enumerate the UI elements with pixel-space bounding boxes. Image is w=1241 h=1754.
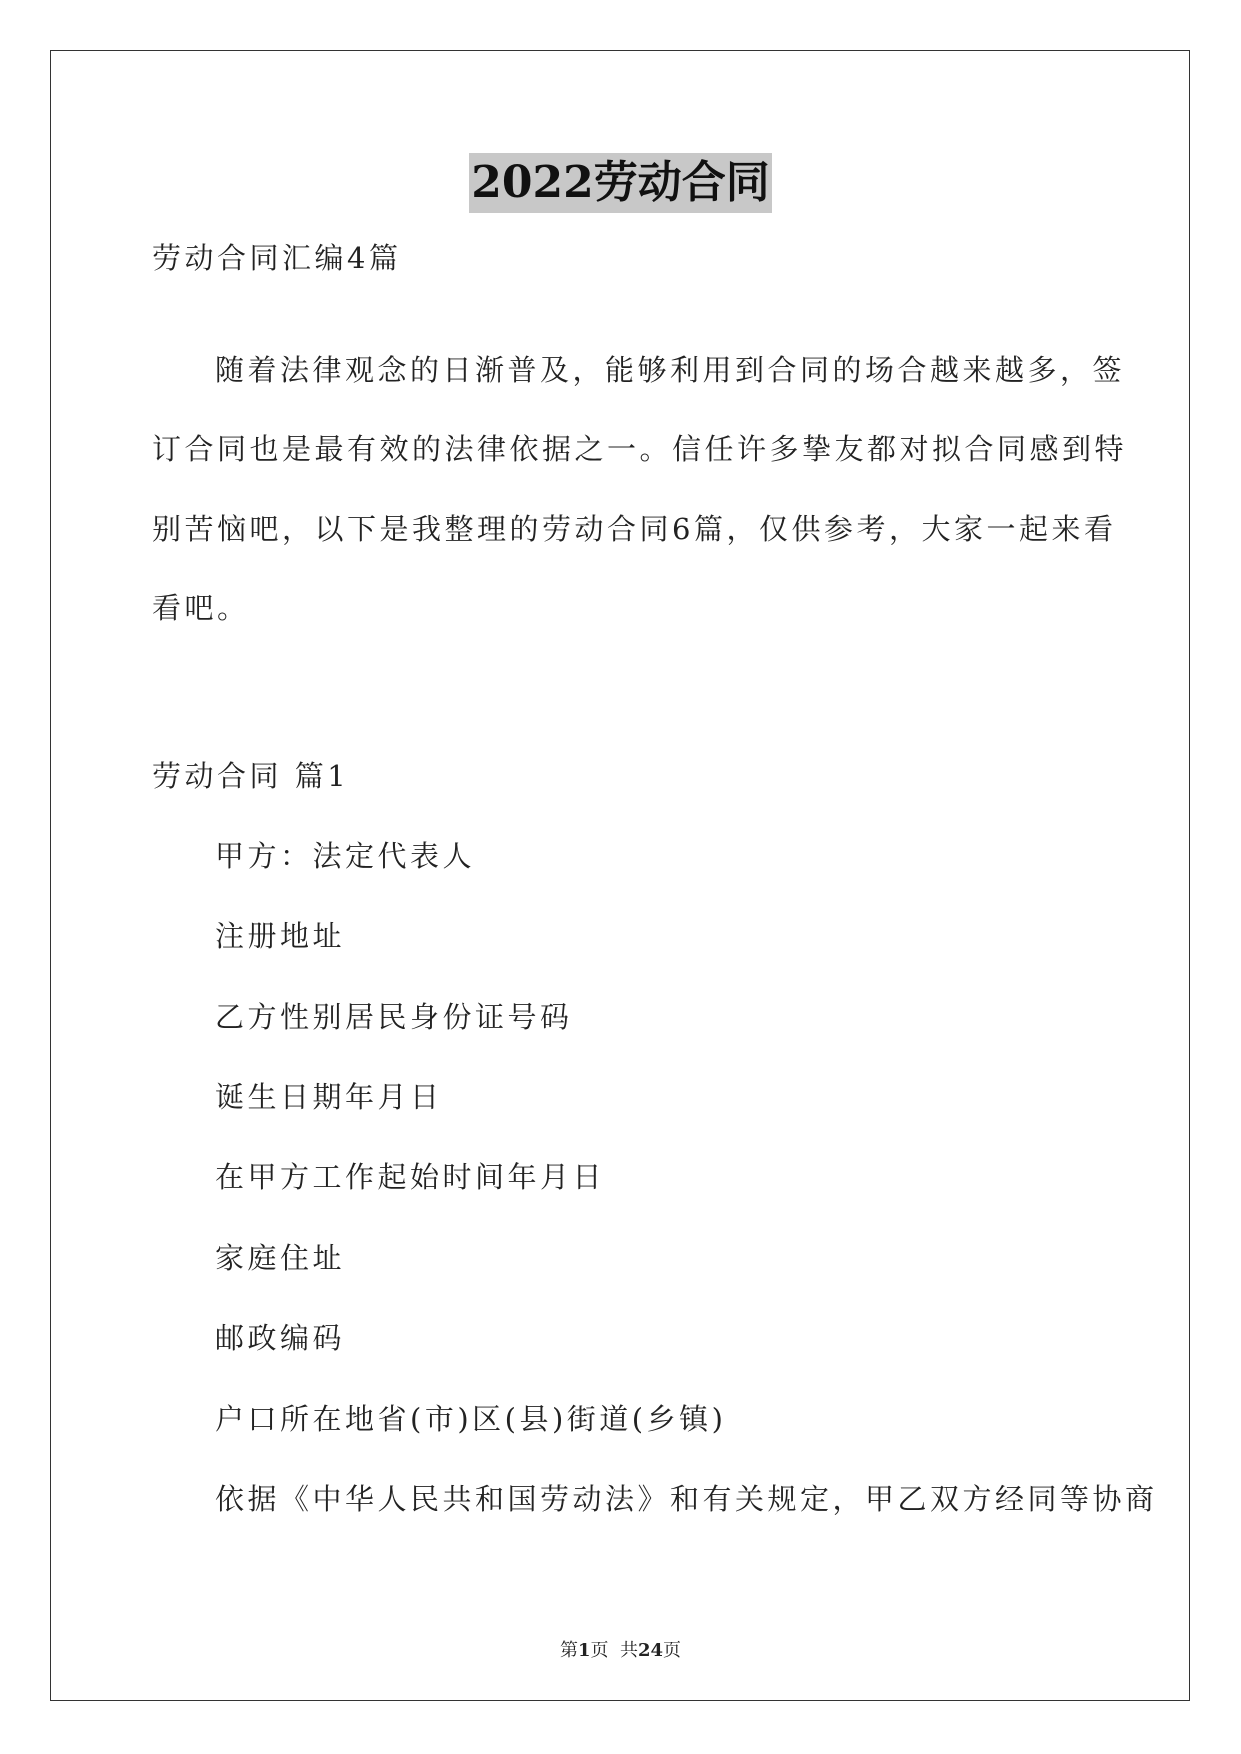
document-subtitle: 劳动合同汇编4篇 (152, 241, 402, 275)
footer-mid: 页 共 (590, 1640, 638, 1661)
field-birth-date: 诞生日期年月日 (215, 1080, 443, 1114)
footer-total-pages: 24 (637, 1640, 664, 1661)
section-heading: 劳动合同 篇1 (152, 759, 350, 793)
field-start-date: 在甲方工作起始时间年月日 (215, 1160, 606, 1194)
footer-suffix: 页 (663, 1640, 682, 1661)
intro-line-4: 看吧。 (152, 591, 250, 625)
field-home-address: 家庭住址 (215, 1241, 346, 1275)
intro-line-3: 别苦恼吧，以下是我整理的劳动合同6篇，仅供参考，大家一起来看 (152, 512, 1117, 546)
field-party-b: 乙方性别居民身份证号码 (215, 1000, 573, 1034)
page-footer (0, 1636, 1241, 1662)
field-postal-code: 邮政编码 (215, 1321, 346, 1355)
footer-prefix: 第 (559, 1640, 578, 1661)
footer-current-page: 1 (577, 1640, 591, 1661)
title-container (0, 153, 1241, 213)
document-title: 2022劳动合同 (469, 153, 771, 213)
intro-line-1: 随着法律观念的日渐普及，能够利用到合同的场合越来越多，签 (215, 353, 1126, 387)
field-registered-address: 注册地址 (215, 919, 346, 953)
intro-line-2: 订合同也是最有效的法律依据之一。信任许多挚友都对拟合同感到特 (152, 432, 1128, 466)
field-legal-basis: 依据《中华人民共和国劳动法》和有关规定，甲乙双方经同等协商 (215, 1482, 1158, 1516)
field-household-registration: 户口所在地省(市)区(县)街道(乡镇) (215, 1402, 727, 1436)
field-party-a: 甲方：法定代表人 (215, 839, 476, 873)
